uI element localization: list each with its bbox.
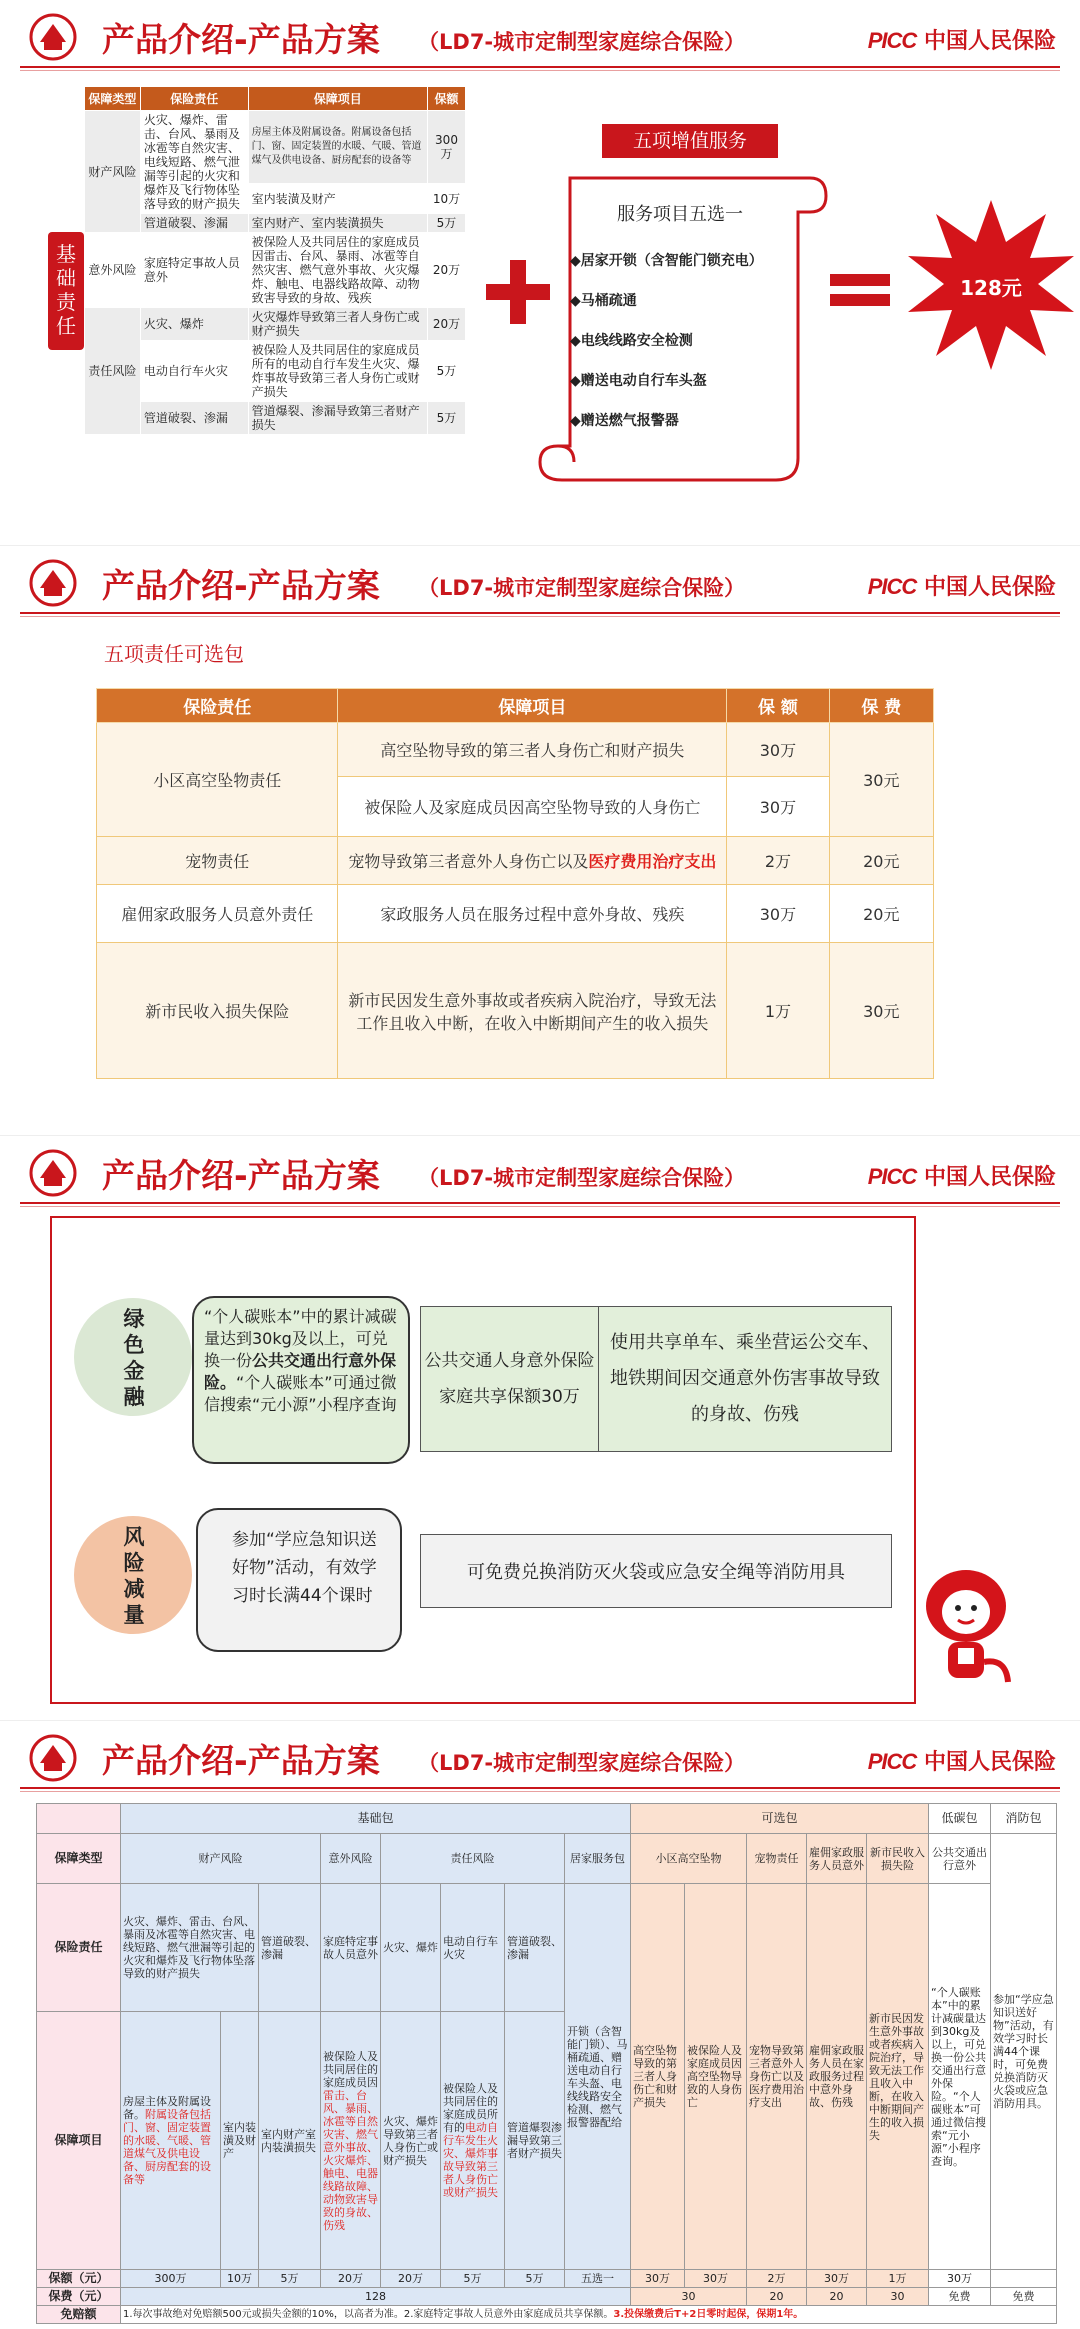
table-cell: 新市民因发生意外事故或者疾病入院治疗，导致无法工作且收入中断，在收入中断期间产生的收入损失 [338,943,727,1079]
table-cell: 免费 [991,2288,1057,2306]
table-cell: 管道破裂、渗漏 [505,1884,565,2012]
table-cell: 宠物责任 [747,1834,807,1884]
table-cell: 火灾、爆炸 [381,1884,441,2012]
table-cell: 被保险人及家庭成员因高空坠物导致的人身伤亡 [685,1884,747,2270]
row-label: 保费（元） [37,2288,121,2306]
risk-reward-box: 可免费兑换消防灭火袋或应急安全绳等消防用具 [420,1534,892,1608]
basic-duty-table [84,86,466,435]
service-heading: 服务项目五选一 [617,204,743,225]
page-subtitle: （LD7-城市定制型家庭综合保险） [418,1166,746,1190]
slide-header [0,546,1080,616]
table-cell: 30元 [829,723,933,837]
table-cell: 五选一 [565,2270,631,2288]
table-cell: 居家服务包 [565,1834,631,1884]
table-cell: 火灾、爆炸、雷击、台风、暴雨及冰雹等自然灾害、电线短路、燃气泄漏等引起的火灾和爆炸及飞行物体坠落导致的财产损失 [121,1884,259,2012]
table-cell: 火灾爆炸导致第三者人身伤亡或财产损失 [248,308,427,341]
section-heading: 五项责任可选包 [104,642,244,666]
table-cell: 10万 [428,184,466,214]
risk-label: 风险减量 [123,1525,145,1627]
table-cell: 公共交通出行意外 [929,1834,991,1884]
table-cell: 新市民因发生意外事故或者疾病入院治疗，导致无法工作且收入中断，在收入中断期间产生的收入损失 [867,1884,929,2270]
table-cell: 管道破裂、渗漏 [140,214,248,233]
table-cell: 300万 [121,2270,221,2288]
table-cell: 财产风险 [121,1834,321,1884]
table-cell: 管道爆裂、渗漏导致第三者财产损失 [248,402,427,435]
picc-emblem-icon [28,1733,78,1783]
slide-header [0,1721,1080,1791]
table-cell: 被保险人及共同居住的家庭成员因雷击、台风、暴雨、冰雹等自然灾害、燃气意外事故、火灾爆炸、触电、电器线路故障、动物致害导致的身故、残疾 [248,233,427,308]
table-cell: 房屋主体及附属设备。附属设备包括门、窗、固定装置的水暖、气暖、管道煤气及供电设备、厨房配套的设备等 [248,111,427,184]
price-label: 128元 [960,276,1022,300]
table-cell: 免费 [929,2288,991,2306]
page-title: 产品介绍-产品方案 [102,1156,380,1195]
risk-type: 财产风险 [85,111,141,233]
brand-logo: PICC 中国人民保险 [867,1164,1056,1190]
col-header: 保障项目 [248,87,427,111]
page-title: 产品介绍-产品方案 [102,20,380,59]
slide-basic-plan [0,0,1080,545]
table-cell: 30 [631,2288,747,2306]
green-product: 公共交通人身意外保险家庭共享保额30万 [421,1307,599,1451]
table-cell: 火灾、爆炸、雷击、台风、暴雨及冰雹等自然灾害、电线短路、燃气泄漏等引起的火灾和爆炸及飞行物体坠落导致的财产损失 [140,111,248,214]
brand-logo: PICC 中国人民保险 [867,28,1056,54]
col-header: 保额 [428,87,466,111]
table-cell: 室内装潢及财产 [221,2012,259,2270]
service-item: ◆赠送电动自行车头盔 [570,373,707,389]
row-label: 保额（元） [37,2270,121,2288]
page-title: 产品介绍-产品方案 [102,566,380,605]
group-header: 基础包 [121,1804,631,1834]
table-cell: 5万 [428,214,466,233]
brand-logo: PICC 中国人民保险 [867,574,1056,600]
table-cell: 雇佣家政服务人员意外 [807,1834,867,1884]
table-cell: 家庭特定事故人员意外 [140,233,248,308]
slide-header [0,0,1080,70]
service-item: ◆电线线路安全检测 [570,333,693,349]
table-cell: 室内财产、室内装潢损失 [248,214,427,233]
table-cell: 20万 [428,308,466,341]
lion-mascot-icon [918,1562,1014,1692]
table-cell: 火灾、爆炸导致第三者人身伤亡或财产损失 [381,2012,441,2270]
summary-table [36,1803,1057,2324]
table-cell: 30万 [929,2270,991,2288]
row-label: 免赔额 [37,2306,121,2324]
table-cell: 新市民收入损失险 [867,1834,929,1884]
table-cell: 10万 [221,2270,259,2288]
table-cell: 小区高空坠物责任 [97,723,338,837]
table-cell: 高空坠物导致的第三者人身伤亡和财产损失 [338,723,727,777]
service-item: ◆赠送燃气报警器 [570,413,679,429]
table-cell: 小区高空坠物 [631,1834,747,1884]
table-cell: 30万 [631,2270,685,2288]
table-cell: 128 [121,2288,631,2306]
deductible-note: 1.每次事故绝对免赔额500元或损失金额的10%，以高者为准。2.家庭特定事故人员意外由家庭成员共享保额。3.投保缴费后T+2日零时起保，保期1年。 [121,2306,1057,2324]
brand-logo: PICC 中国人民保险 [867,1749,1056,1775]
table-cell: 30万 [727,777,829,837]
table-cell: 20万 [428,233,466,308]
slide-green-finance [0,1135,1080,1720]
green-product-box [420,1306,892,1452]
col-header: 保障项目 [338,689,727,723]
service-item: ◆马桶疏通 [570,293,637,309]
page-subtitle: （LD7-城市定制型家庭综合保险） [418,576,746,600]
service-list [570,200,790,450]
row-label: 保险责任 [37,1884,121,2012]
picc-emblem-icon [28,12,78,62]
table-cell: 5万 [259,2270,321,2288]
risk-condition-box: 参加“学应急知识送好物”活动，有效学习时长满44个课时 [196,1508,402,1652]
table-cell: 20元 [829,837,933,885]
table-cell: 宠物导致第三者意外人身伤亡以及医疗费用治疗支出 [338,837,727,885]
page-subtitle: （LD7-城市定制型家庭综合保险） [418,30,746,54]
slide-header [0,1136,1080,1206]
table-cell: 30元 [829,943,933,1079]
table-cell: 责任风险 [381,1834,565,1884]
row-label: 保障项目 [37,2012,121,2270]
table-cell: 5万 [428,341,466,402]
table-cell: 高空坠物导致的第三者人身伤亡和财产损失 [631,1884,685,2270]
optional-duty-table [96,688,934,1079]
table-cell: 火灾、爆炸 [140,308,248,341]
table-cell: 被保险人及家庭成员因高空坠物导致的人身伤亡 [338,777,727,837]
table-cell: 宠物导致第三者意外人身伤亡以及医疗费用治疗支出 [747,1884,807,2270]
basic-duty-label: 基础责任 [48,232,84,350]
picc-emblem-icon [28,558,78,608]
risk-type: 责任风险 [85,308,141,435]
table-cell: 家政服务人员在服务过程中意外身故、残疾 [338,885,727,943]
row-label: 保障类型 [37,1834,121,1884]
table-cell: 管道爆裂渗漏导致第三者财产损失 [505,2012,565,2270]
table-cell: 20元 [829,885,933,943]
table-cell: 被保险人及共同居住的家庭成员所有的电动自行车发生火灾、爆炸事故导致第三者人身伤亡或财产损失 [248,341,427,402]
table-cell: 被保险人及共同居住的家庭成员所有的电动自行车发生火灾、爆炸事故导致第三者人身伤亡或财产损失 [441,2012,505,2270]
table-cell: 宠物责任 [97,837,338,885]
table-cell: 30万 [727,885,829,943]
table-cell: 5万 [505,2270,565,2288]
slide-summary [0,1720,1080,2329]
table-cell: 2万 [747,2270,807,2288]
service-tag: 五项增值服务 [602,124,778,158]
content-frame [50,1216,916,1704]
table-cell: 5万 [441,2270,505,2288]
table-cell: “个人碳账本”中的累计减碳量达到30kg及以上，可兑换一份公共交通出行意外保险。“个人碳账本”可通过微信搜索“元小源”小程序查询。 [929,1884,991,2270]
group-header: 可选包 [631,1804,929,1834]
table-cell: 雇佣家政服务人员在家政服务过程中意外身故、伤残 [807,1884,867,2270]
equals-icon [830,270,890,310]
table-cell: 20 [807,2288,867,2306]
table-cell: 管道破裂、渗漏 [140,402,248,435]
table-cell: 管道破裂、渗漏 [259,1884,321,2012]
table-cell: 2万 [727,837,829,885]
table-cell: 新市民收入损失保险 [97,943,338,1079]
table-cell: 30 [867,2288,929,2306]
group-header: 消防包 [991,1804,1057,1834]
table-cell: 家庭特定事故人员意外 [321,1884,381,2012]
table-cell: 室内装潢及财产 [248,184,427,214]
service-item: ◆居家开锁（含智能门锁充电） [570,253,763,269]
table-cell: 5万 [428,402,466,435]
col-header: 保障类型 [85,87,141,111]
table-cell: 1万 [727,943,829,1079]
table-cell: 参加“学应急知识送好物”活动，有效学习时长满44个课时，可免费兑换消防灭火袋或应急消防用具。 [991,1834,1057,2270]
table-cell: 电动自行车火灾 [140,341,248,402]
table-cell: 30万 [685,2270,747,2288]
risk-type: 意外风险 [85,233,141,308]
table-cell: 20万 [321,2270,381,2288]
col-header: 保 费 [829,689,933,723]
table-cell: 开锁（含智能门锁）、马桶疏通、赠送电动自行车头盔、电线线路安全检测、燃气报警器配给 [565,1884,631,2270]
table-cell: 20万 [381,2270,441,2288]
table-cell: 1万 [867,2270,929,2288]
col-header: 保 额 [727,689,829,723]
green-label: 绿色金融 [123,1307,145,1409]
page-title: 产品介绍-产品方案 [102,1741,380,1780]
table-cell: 300万 [428,111,466,184]
table-cell: 30万 [727,723,829,777]
table-cell: 电动自行车火灾 [441,1884,505,2012]
table-cell: 30万 [807,2270,867,2288]
table-cell: 20 [747,2288,807,2306]
picc-emblem-icon [28,1148,78,1198]
table-cell: 被保险人及共同居住的家庭成员因雷击、台风、暴雨、冰雹等自然灾害、燃气意外事故、火灾爆炸、触电、电器线路故障、动物致害导致的身故、伤残 [321,2012,381,2270]
col-header: 保险责任 [97,689,338,723]
table-cell: 房屋主体及附属设备。附属设备包括门、窗、固定装置的水暖、气暖、管道煤气及供电设备、厨房配套的设备等 [121,2012,221,2270]
slide-optional-plan [0,545,1080,1135]
table-cell: 意外风险 [321,1834,381,1884]
page-subtitle: （LD7-城市定制型家庭综合保险） [418,1751,746,1775]
table-cell: 雇佣家政服务人员意外责任 [97,885,338,943]
col-header: 保险责任 [140,87,248,111]
green-desc: 使用共享单车、乘坐营运公交车、地铁期间因交通意外伤害事故导致的身故、伤残 [610,1332,880,1425]
group-header: 低碳包 [929,1804,991,1834]
table-cell: 室内财产室内装潢损失 [259,2012,321,2270]
green-condition-box: “个人碳账本”中的累计减碳量达到30kg及以上，可兑换一份公共交通出行意外保险。“个人碳账本”可通过微信搜索“元小源”小程序查询 [192,1296,410,1464]
